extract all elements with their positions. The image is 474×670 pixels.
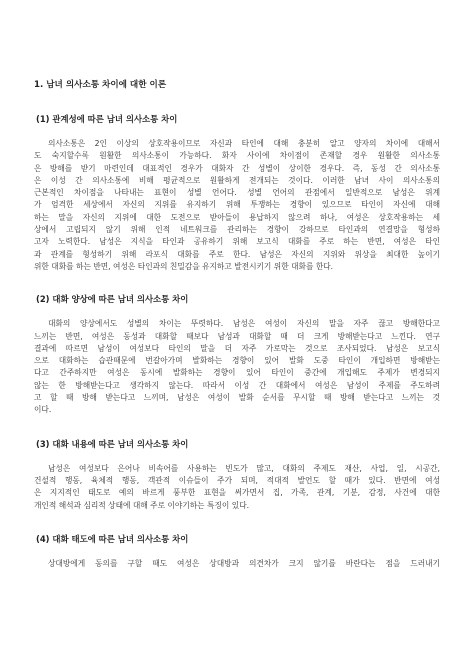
text-line: 도 숙지할수록 원활한 의사소통이 가능하다. 화자 사이에 차이점이 존재할 경우 원활한 의사소통 [34, 151, 440, 161]
section-heading: (1) 관계성에 따른 남녀 의사소통 차이 [36, 114, 178, 124]
text-line: 은 방해를 받기 마련인데 대표적인 경우가 대화자 간 성별이 상이한 경우다. 즉, 동성 간 의사소통 [34, 163, 440, 173]
text-line: 고 할 때 방해 받는다고 느끼며, 남성은 여성이 발화 순서를 무시할 때 방해 받는다고 느끼는 것 [34, 393, 440, 403]
text-line: 고자 노력한다. 남성은 지식을 타인과 공유하기 위해 보고식 대화를 주로 하는 반면, 여성은 타인 [34, 237, 440, 247]
section-conversation-pattern [34, 293, 440, 416]
section-heading: (4) 대화 태도에 따른 남녀 의사소통 차이 [36, 533, 189, 544]
text-line: 으로 대화하는 습관때문에 번갈아가며 발화하는 경향이 있어 발화 도중 타인이 개입하면 방해받는 [34, 356, 440, 366]
text-line: 않는 한 방해받는다고 생각하지 않는다. 따라서 이성 간 대화에서 여성은 남성이 주제를 주도하려 [34, 380, 440, 390]
paragraph [34, 558, 440, 570]
section-heading: (3) 대화 내용에 따른 남녀 의사소통 차이 [36, 438, 189, 449]
text-line: 은 이성 간 의사소통에 비해 평균적으로 원활하게 전개되는 것이다. 이러한 남녀 사이 의사소통의 [34, 175, 440, 185]
text-line: 다고 간주하지만 여성은 동시에 발화하는 경향이 있어 타인이 중간에 개입해도 주제가 변경되지 [34, 368, 440, 378]
section-conversation-content [34, 438, 440, 512]
section-relationship [34, 113, 440, 273]
text-line: 하는 말을 자신의 지위에 대한 도전으로 받아들이 용납하지 않으려 하나, 여성은 상호작용하는 세 [34, 212, 440, 222]
text-line: 상대방에게 동의를 구할 때도 여성은 상대방과 의견차가 크지 않기를 바란다는 점을 드러내기 [48, 558, 440, 568]
text-line: 건설적 행동, 육체적 행동, 객관적 이슈들이 주가 되며, 적대적 발언도 할 때가 있다. 반면에 여성 [34, 475, 440, 485]
text-line: 근본적인 차이점을 나타내는 표현이 성별 언어다. 성별 언어의 관점에서 일반적으로 남성은 위계 [34, 188, 440, 198]
text-line: 결과에 따르면 남성이 여성보다 타인의 말을 더 자주 가로막는 것으로 조사되었다. 남성은 보고식 [34, 343, 440, 353]
text-line: 의사소통은 2인 이상의 상호작용이므로 자신과 타인에 대해 충분히 알고 양자의 차이에 대해서 [48, 139, 440, 148]
text-line: 가 엄격한 세상에서 자신의 지위를 유지하기 위해 투쟁하는 경향이 있으므로 타인이 자신에 대해 [34, 200, 440, 210]
text-line: 은 지지적인 태도로 예의 바르게 풍부한 표현을 써가면서 집, 가족, 관계, 기분, 감정, 사건에 대한 [34, 488, 440, 498]
text-line: 과 관계를 형성하기 위해 라포식 대화를 주로 한다. 남성은 자신의 지위와 위상을 최대한 높이기 [34, 249, 440, 259]
text-line: 대화의 양상에서도 성별의 차이는 뚜렷하다. 남성은 여성이 자신의 말을 자주 끊고 방해한다고 [48, 319, 440, 329]
document-title: 1. 남녀 의사소통 차이에 대한 이론 [34, 80, 167, 90]
text-line: 남성은 여성보다 은어나 비속어를 사용하는 빈도가 많고, 대화의 주제도 재산, 사업, 일, 시공간, [48, 463, 440, 473]
text-line: 상에서 고립되지 않기 위해 인적 네트워크를 관리하는 경향이 강하므로 타인과의 연결망을 형성하 [34, 225, 440, 235]
section-conversation-attitude [34, 533, 440, 570]
text-line: 이다. [34, 405, 52, 415]
paragraph [34, 318, 440, 416]
text-line: 위한 대화를 하는 반면, 여성은 타인과의 친밀감을 유지하고 발전시키기 위한 대화를 한다. [34, 261, 334, 271]
text-line: 느끼는 반면, 여성은 동성과 대화할 때보다 남성과 대화할 때 더 크게 방해받는다고 느낀다. 연구 [34, 331, 440, 341]
section-heading: (2) 대화 양상에 따른 남녀 의사소통 차이 [36, 294, 189, 305]
paragraph [34, 138, 440, 273]
text-line: 개인적 해석과 심리적 상태에 대해 주로 이야기하는 특징이 있다. [34, 500, 250, 510]
paragraph [34, 463, 440, 512]
